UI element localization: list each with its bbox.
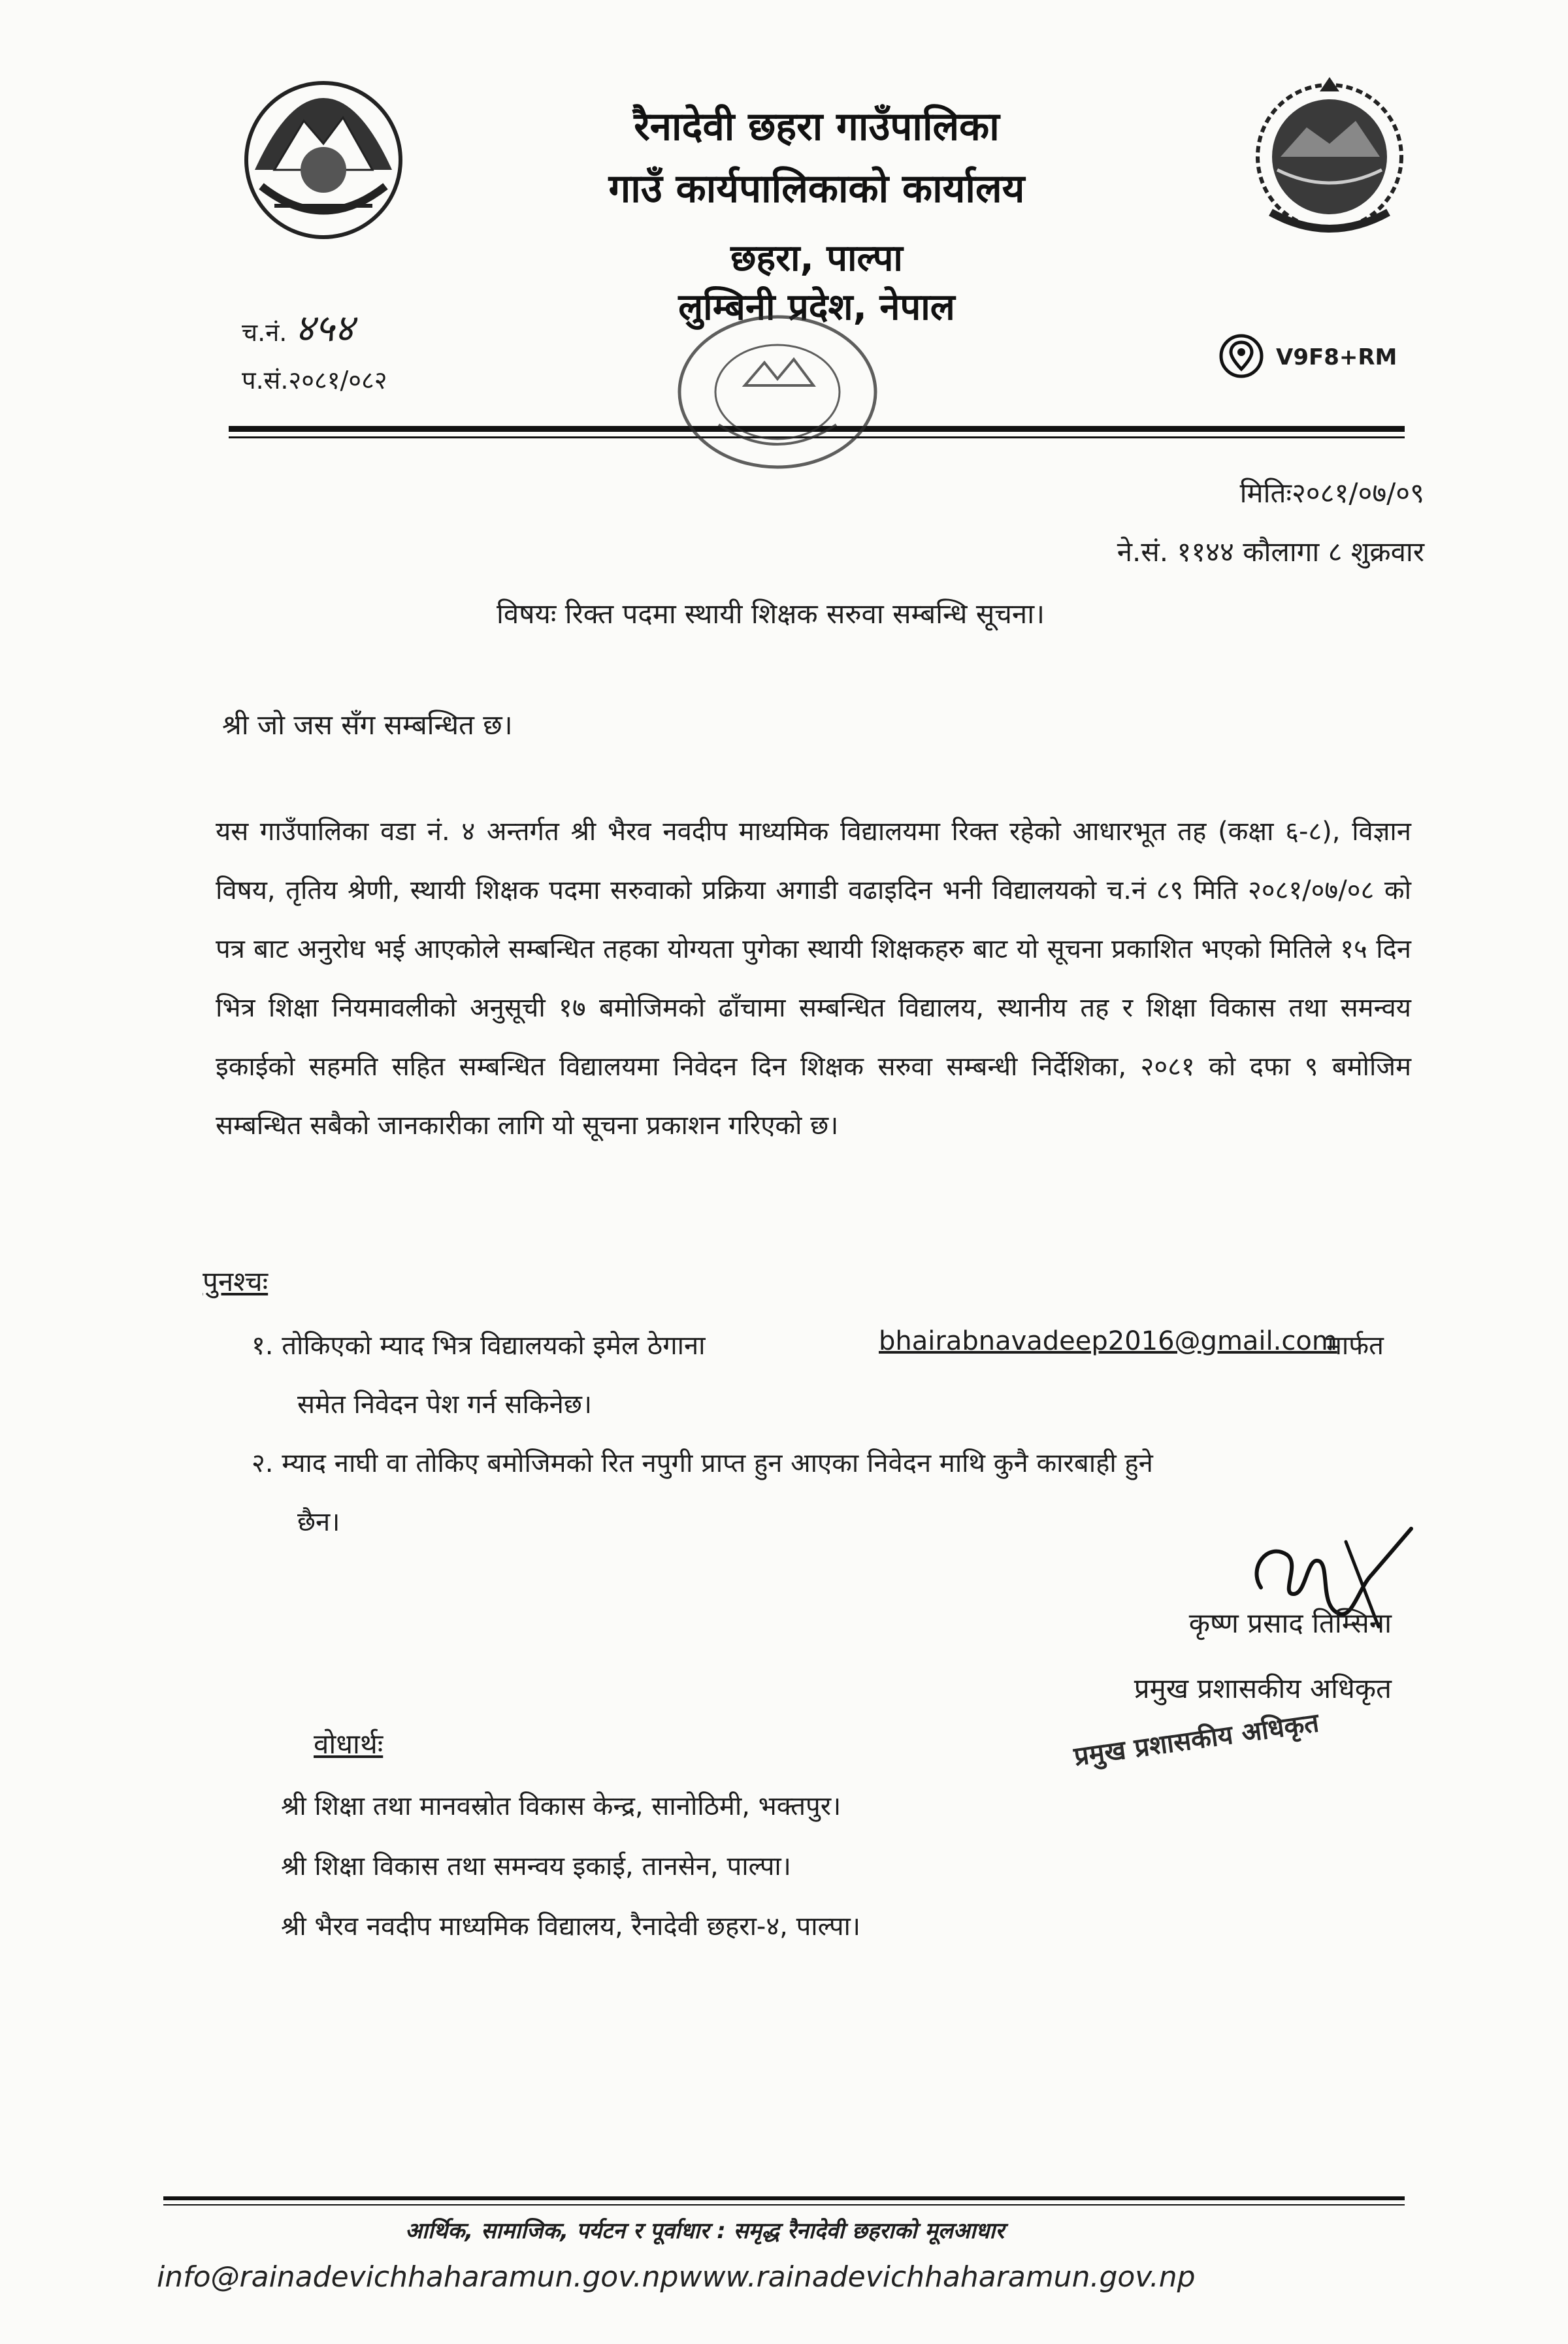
footer-contact[interactable]: info@rainadevichhaharamun.gov.npwww.rainadevichhaharamun.gov.np bbox=[157, 2260, 1196, 2294]
office-seal-icon bbox=[666, 307, 889, 506]
postscript-item-number: १. bbox=[252, 1331, 274, 1361]
postscript-item-number: २. bbox=[252, 1448, 274, 1478]
postscript-item-continuation: छैन। bbox=[297, 1507, 340, 1537]
cc-heading: वोधार्थः bbox=[314, 1728, 384, 1760]
postscript-item-text-after: मार्फत bbox=[1326, 1331, 1384, 1361]
signatory-title: प्रमुख प्रशासकीय अधिकृत bbox=[1134, 1672, 1392, 1704]
postscript-heading: पुनश्चः bbox=[203, 1265, 269, 1297]
location-pin-icon bbox=[1218, 333, 1264, 382]
footer-tagline: आर्थिक, सामाजिक, पर्यटन र पूर्वाधार : समृद्ध रैनादेवी छहराको मूलआधार bbox=[405, 2218, 1005, 2244]
postscript-item-text: तोकिएको म्याद भित्र विद्यालयको इमेल ठेगाना bbox=[282, 1331, 706, 1361]
postscript-item-text: म्याद नाघी वा तोकिए बमोजिमको रित नपुगी प्राप्त हुन आएका निवेदन माथि कुनै कारबाही हुने bbox=[282, 1448, 1153, 1478]
office-location: छहरा, पाल्पा bbox=[730, 237, 903, 280]
postscript-item-continuation: समेत निवेदन पेश गर्न सकिनेछ। bbox=[297, 1390, 593, 1420]
municipality-logo-icon bbox=[1241, 65, 1418, 242]
letter-subject: विषयः रिक्त पदमा स्थायी शिक्षक सरुवा सम्बन्धि सूचना। bbox=[497, 598, 1045, 630]
letter-date: मितिः२०८१/०७/०९ bbox=[1239, 477, 1424, 509]
reference-number bbox=[242, 301, 354, 352]
plus-code bbox=[1218, 333, 1397, 382]
designation-stamp: प्रमुख प्रशासकीय अधिकृत bbox=[1071, 1708, 1321, 1772]
postscript-item-1 bbox=[252, 1326, 706, 1362]
footer-rule-bottom bbox=[163, 2204, 1405, 2206]
province-country: लुम्बिनी प्रदेश, नेपाल bbox=[678, 286, 955, 329]
footer-rule-top bbox=[163, 2196, 1405, 2200]
cc-recipient: श्री शिक्षा विकास तथा समन्वय इकाई, तानसेन, पाल्पा। bbox=[281, 1851, 791, 1881]
signatory-name: कृष्ण प्रसाद तिम्सिना bbox=[1188, 1607, 1392, 1639]
postscript-item-2 bbox=[252, 1444, 1153, 1480]
school-email[interactable]: bhairabnavadeep2016@gmail.com bbox=[879, 1326, 1337, 1356]
fiscal-year: प.सं.२०८१/०८२ bbox=[242, 366, 387, 395]
org-name: रैनादेवी छहरा गाउँपालिका bbox=[634, 104, 1000, 150]
body-paragraph: यस गाउँपालिका वडा नं. ४ अन्तर्गत श्री भैरव नवदीप माध्यमिक विद्यालयमा रिक्त रहेको आधारभूत तह (कक्षा ६-८), विज्ञान विषय, तृतिय श्रेणी, स्थायी शिक्षक पदमा सरुवाको प्रक्रिया अगाडी वढाइदिन भनी विद्यालयको च.नं ८९ मिति २०८१/०७/०८ को पत्र बाट अनुरोध भई आएकोले सम्बन्धित तहका योग्यता पुगेका स्थायी शिक्षकहरु बाट यो सूचना प्रकाशित भएको मितिले १५ दिन भित्र शिक्षा नियमावलीको अनुसूची १७ बमोजिमको ढाँचामा सम्बन्धित विद्यालय, स्थानीय तह र शिक्षा विकास तथा समन्वय इकाईको सहमति सहित सम्बन्धित विद्यालयमा निवेदन दिन शिक्षक सरुवा सम्बन्धी निर्देशिका, २०८१ को दफा ९ बमोजिम सम्बन्धित सबैको जानकारीका लागि यो सूचना प्रकाशन गरिएको छ। bbox=[216, 817, 1411, 1141]
nepal-emblem-icon bbox=[235, 72, 412, 248]
office-name: गाउँ कार्यपालिकाको कार्यालय bbox=[608, 166, 1025, 212]
salutation: श्री जो जस सँग सम्बन्धित छ। bbox=[222, 709, 513, 741]
cc-recipient: श्री भैरव नवदीप माध्यमिक विद्यालय, रैनादेवी छहरा-४, पाल्पा। bbox=[281, 1912, 861, 1942]
cc-recipient: श्री शिक्षा तथा मानवस्रोत विकास केन्द्र, सानोठिमी, भक्तपुर। bbox=[281, 1791, 841, 1821]
reference-number-value: ४५४ bbox=[295, 306, 354, 350]
reference-number-label: च.नं. bbox=[242, 318, 287, 347]
plus-code-text: V9F8+RM bbox=[1276, 344, 1397, 370]
nepal-sambat-date: ने.सं. ११४४ कौलागा ८ शुक्रवार bbox=[1117, 536, 1424, 568]
